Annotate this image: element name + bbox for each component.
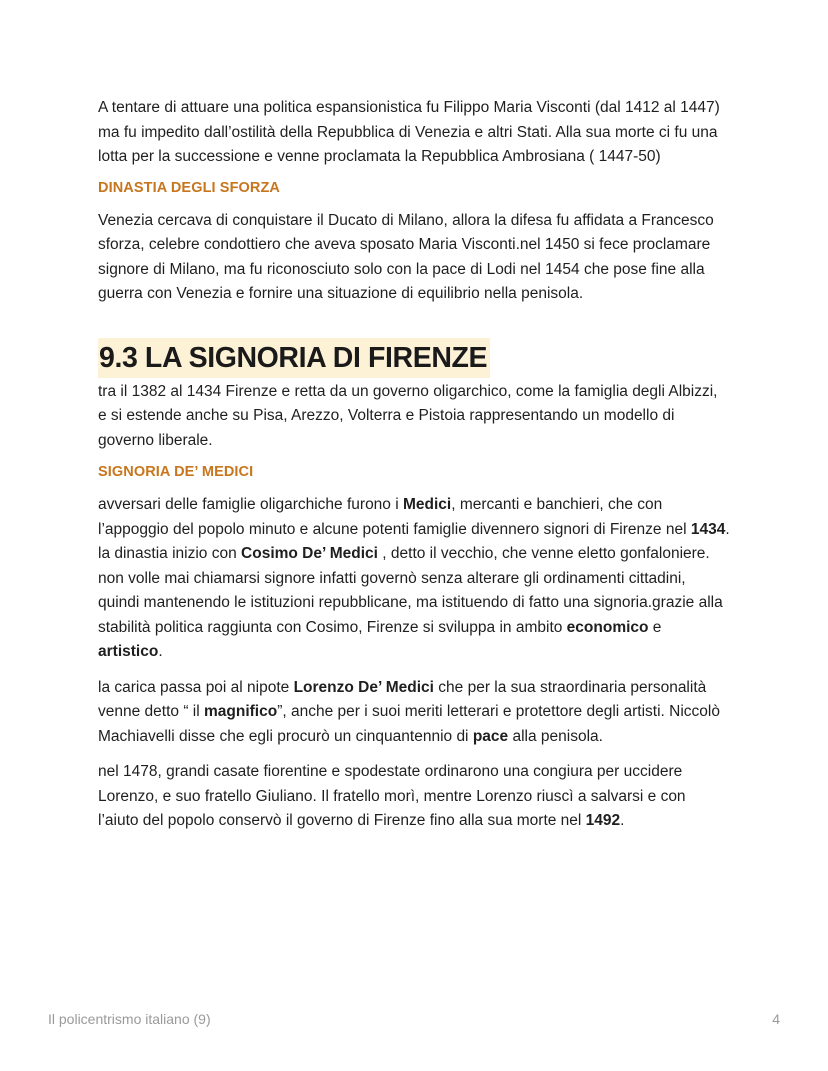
bold-lorenzo: Lorenzo De’ Medici [293,678,434,696]
bold-pace: pace [472,727,509,745]
bold-1434: 1434 [690,520,726,538]
paragraph-lorenzo: la carica passa poi al nipote Lorenzo De’ Medici che per la sua straordinaria personalità venne detto “ il magnifico”, anche per i suoi meriti letterari e protettore degli artisti. Niccolò Machiavelli disse che egli procurò un cinquantennio di pace alla penisola. [98,678,720,745]
bold-medici: Medici [402,496,452,513]
heading-signoria-medici: SIGNORIA DE’ MEDICI [98,464,254,480]
paragraph-cosimo: avversari delle famiglie oligarchiche furono i Medici, mercanti e banchieri, che con l’appoggio del popolo minuto e alcune potenti famiglie divennero signori di Firenze nel 1434. la dinastia inizio con Cosimo De’ Medici , detto il vecchio, che venne eletto gonfaloniere. non volle mai chiamarsi signore infatti governò senza alterare gli ordinamenti cittadini, quindi mantenendo le istituzioni repubblicane, ma istituendo di fatto una signoria.grazie alla stabilità politica raggiunta con Cosimo, Firenze si sviluppa in ambito economico e artistico. [98,496,730,660]
heading-signoria-firenze: 9.3 LA SIGNORIA DI FIRENZE [98,338,490,378]
bold-1492: 1492 [585,812,621,829]
paragraph-congiura: nel 1478, grandi casate fiorentine e spodestate ordinarono una congiura per uccidere Lorenzo, e suo fratello Giuliano. Il fratello morì, mentre Lorenzo riuscì a salvarsi e con l’aiuto del popolo conservò il governo di Firenze fino alla sua morte nel 1492. [98,763,686,829]
footer-title: Il policentrismo italiano (9) [48,1011,211,1027]
paragraph-visconti: A tentare di attuare una politica espansionistica fu Filippo Maria Visconti (dal 1412 al 1447) ma fu impedito dall’ostilità della Repubblica di Venezia e altri Stati. Alla sua morte ci fu una lotta per la successione e venne proclamata la Repubblica Ambrosiana ( 1447-50) [98,99,720,165]
bold-magnifico: magnifico [203,703,278,720]
paragraph-sforza: Venezia cercava di conquistare il Ducato di Milano, allora la difesa fu affidata a Francesco sforza, celebre condottiero che aveva sposato Maria Visconti.nel 1450 si fece proclamare signore di Milano, ma fu riconosciuto solo con la pace di Lodi nel 1454 che pose fine alla guerra con Venezia e fornire una situazione di equilibrio nella penisola. [98,211,714,302]
page-number: 4 [772,1011,780,1027]
heading-dinastia-sforza: DINASTIA DEGLI SFORZA [98,179,281,196]
bold-economico: economico [566,618,649,636]
document-body [98,96,730,834]
paragraph-firenze-oligarchia: tra il 1382 al 1434 Firenze e retta da un governo oligarchico, come la famiglia degli Albizzi, e si estende anche su Pisa, Arezzo, Volterra e Pistoia rappresentando un modello di governo liberale. [98,382,718,449]
bold-artistico: artistico [98,643,159,660]
bold-cosimo: Cosimo De’ Medici [241,545,378,562]
